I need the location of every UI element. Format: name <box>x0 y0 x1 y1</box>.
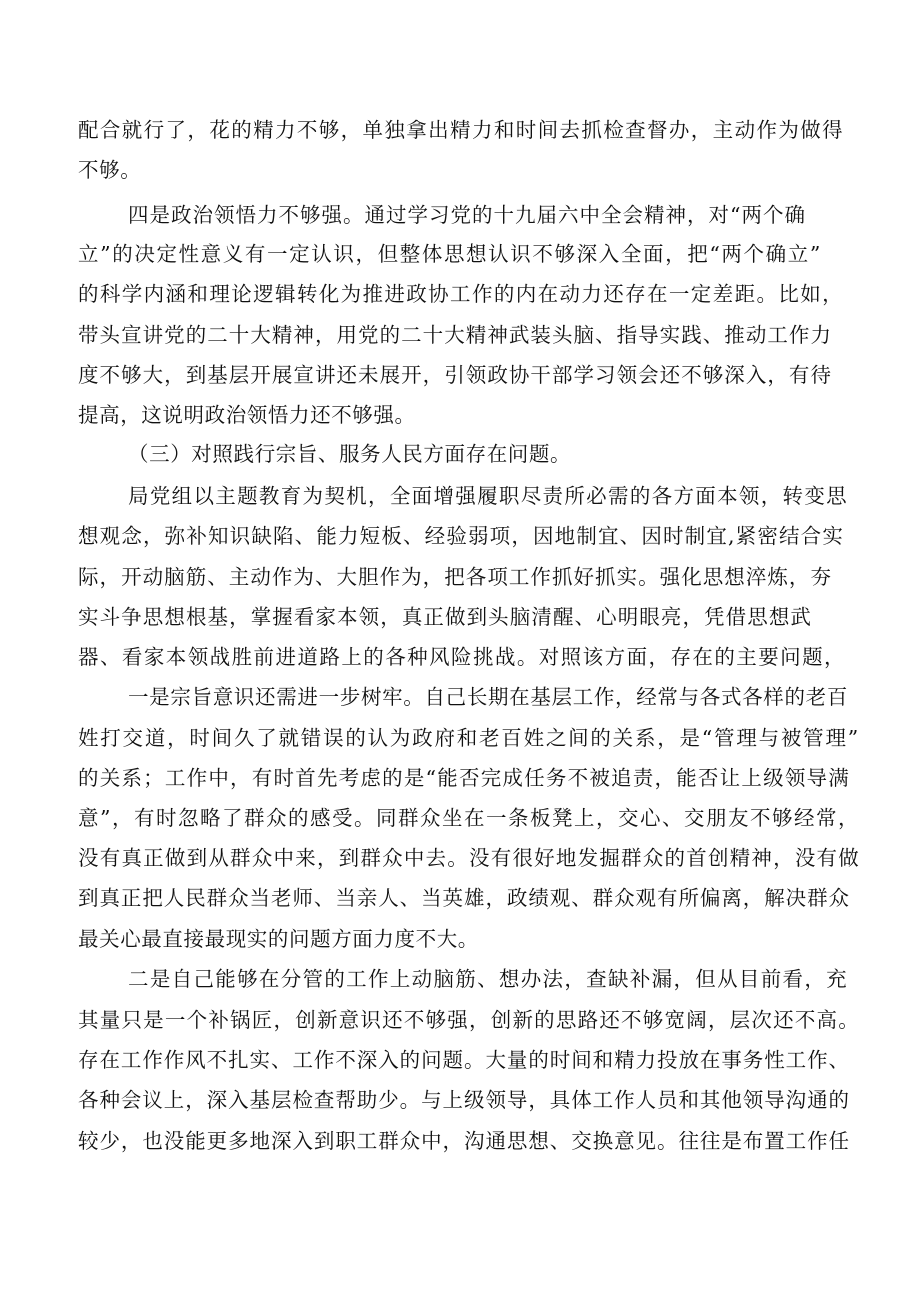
text-line: 际，开动脑筋、主动作为、大胆作为，把各项工作抓好抓实。强化思想淬炼，夯 <box>78 565 832 589</box>
text-line: 立”的决定性意义有一定认识，但整体思想认识不够深入全面，把“两个确立” <box>78 242 822 266</box>
text-line: 到真正把人民群众当老师、当亲人、当英雄，政绩观、群众观有所偏离，解决群众 <box>78 886 850 910</box>
section-heading: （三）对照践行宗旨、服务人民方面存在问题。 <box>128 442 572 466</box>
text-line: 意”，有时忽略了群众的感受。同群众坐在一条板凳上，交心、交朋友不够经常， <box>78 806 860 830</box>
text-line: 一是宗旨意识还需进一步树牢。自己长期在基层工作，经常与各式各样的老百 <box>128 685 848 709</box>
text-line: 二是自己能够在分管的工作上动脑筋、想办法，查缺补漏，但从目前看，充 <box>128 967 848 991</box>
text-line: 四是政治领悟力不够强。通过学习党的十九届六中全会精神，对“两个确 <box>128 203 806 227</box>
text-line: 提高，这说明政治领悟力还不够强。 <box>78 403 416 427</box>
text-line: 最关心最直接最现实的问题方面力度不大。 <box>78 927 479 951</box>
text-line: 带头宣讲党的二十大精神，用党的二十大精神武装头脑、指导实践、推动工作力 <box>78 323 832 347</box>
text-line: 不够。 <box>78 158 142 182</box>
text-line: 器、看家本领战胜前进道路上的各种风险挑战。对照该方面，存在的主要问题， <box>78 645 846 669</box>
text-line: 较少，也没能更多地深入到职工群众中，沟通思想、交换意见。往往是布置工作任 <box>78 1129 850 1153</box>
text-line: 姓打交道，时间久了就错误的认为政府和老百姓之间的关系，是“管理与被管理” <box>78 726 860 750</box>
text-line: 的关系；工作中，有时首先考虑的是“能否完成任务不被追责，能否让上级领导满 <box>78 766 850 790</box>
text-line: 局党组以主题教育为契机，全面增强履职尽责所必需的各方面本领，转变思 <box>128 484 848 508</box>
text-line: 想观念，弥补知识缺陷、能力短板、经验弱项，因地制宜、因时制宜,紧密结合实 <box>78 524 844 548</box>
text-line: 度不够大，到基层开展宣讲还未展开，引领政协干部学习领会还不够深入，有待 <box>78 363 832 387</box>
text-line: 其量只是一个补锅匠，创新意识还不够强，创新的思路还不够宽阔，层次还不高。 <box>78 1008 860 1032</box>
text-line: 配合就行了，花的精力不够，单独拿出精力和时间去抓检查督办，主动作为做得 <box>78 118 844 142</box>
text-line: 实斗争思想根基，掌握看家本领，真正做到头脑清醒、心明眼亮，凭借思想武 <box>78 605 812 629</box>
text-line: 存在工作作风不扎实、工作不深入的问题。大量的时间和精力投放在事务性工作、 <box>78 1048 850 1072</box>
text-line: 没有真正做到从群众中来，到群众中去。没有很好地发掘群众的首创精神，没有做 <box>78 846 860 870</box>
text-line: 各种会议上，深入基层检查帮助少。与上级领导，具体工作人员和其他领导沟通的 <box>78 1088 850 1112</box>
text-line: 的科学内涵和理论逻辑转化为推进政协工作的内在动力还存在一定差距。比如， <box>78 282 844 306</box>
